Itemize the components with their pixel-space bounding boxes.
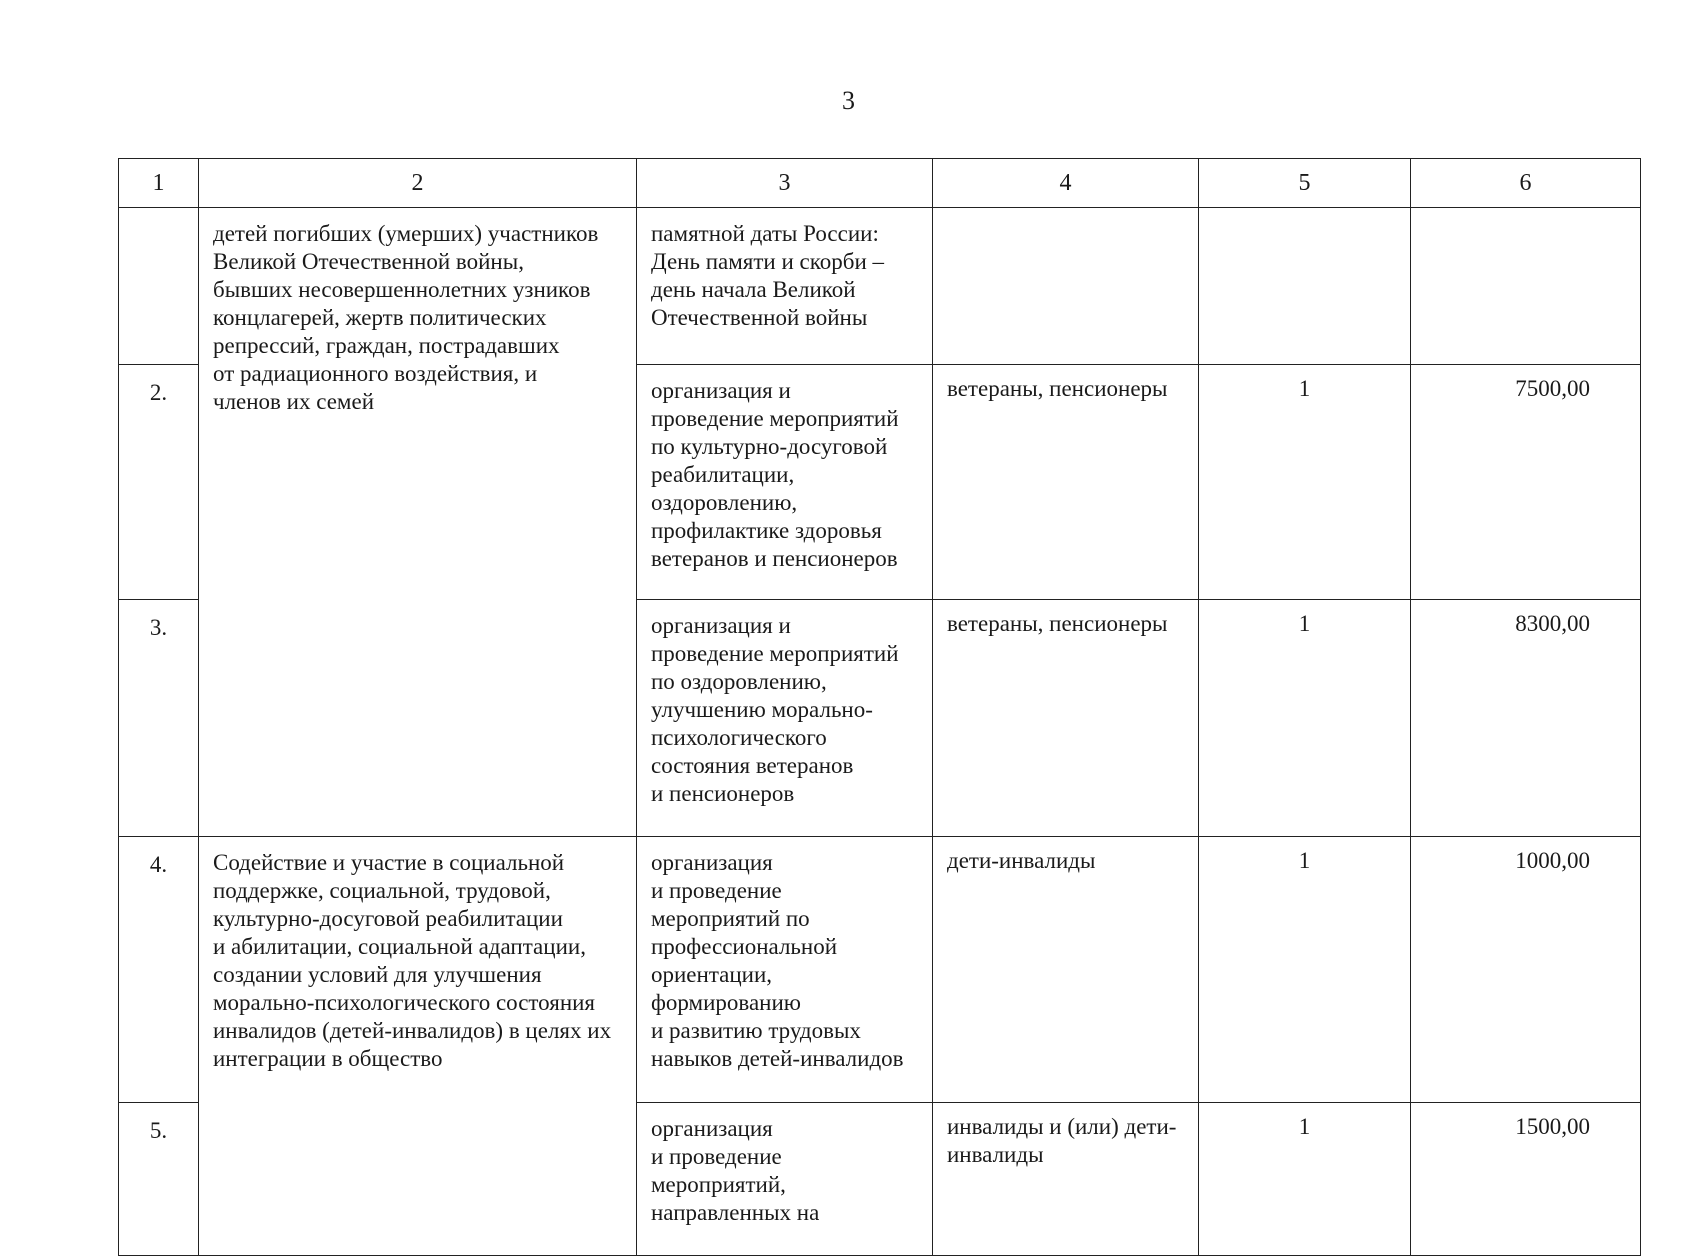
- header-col-5: 5: [1199, 159, 1411, 208]
- activity-line: День памяти и скорби –: [651, 249, 885, 274]
- activity-line: мероприятий по: [651, 906, 810, 931]
- count-cell: 1: [1199, 1103, 1411, 1256]
- count-cell: [1199, 208, 1411, 365]
- description-line: от радиационного воздействия, и: [213, 361, 538, 386]
- category-cell: ветераны, пенсионеры: [933, 365, 1199, 600]
- row-number: [119, 208, 199, 365]
- activity-line: мероприятий,: [651, 1172, 786, 1197]
- amount-cell: [1411, 208, 1641, 365]
- activity-line: навыков детей-инвалидов: [651, 1046, 904, 1071]
- table-row: [119, 208, 1641, 365]
- row-number: 4.: [119, 837, 199, 1103]
- amount-cell: 7500,00: [1411, 365, 1641, 600]
- count-cell: 1: [1199, 837, 1411, 1103]
- activities-table: [118, 158, 1641, 1256]
- activity-line: организация: [651, 850, 773, 875]
- description-line: детей погибших (умерших) участников: [213, 221, 599, 246]
- description-line: и абилитации, социальной адаптации,: [213, 934, 586, 959]
- amount-cell: 1500,00: [1411, 1103, 1641, 1256]
- activity-line: организация и: [651, 378, 791, 403]
- beneficiary-description-cell: [199, 208, 637, 837]
- description-line: морально-психологического состояния: [213, 990, 596, 1015]
- activity-line: день начала Великой: [651, 277, 856, 302]
- description-line: интеграции в общество: [213, 1046, 443, 1071]
- row-number: 3.: [119, 600, 199, 837]
- description-line: Великой Отечественной войны,: [213, 249, 524, 274]
- category-line: инвалиды: [947, 1142, 1044, 1167]
- row-number: 2.: [119, 365, 199, 600]
- activity-line: организация: [651, 1116, 773, 1141]
- description-line: репрессий, граждан, пострадавших: [213, 333, 560, 358]
- description-line: создании условий для улучшения: [213, 962, 542, 987]
- activity-line: ветеранов и пенсионеров: [651, 546, 898, 571]
- description-line: инвалидов (детей-инвалидов) в целях их: [213, 1018, 612, 1043]
- beneficiary-description-cell: [199, 837, 637, 1256]
- activity-line: по оздоровлению,: [651, 669, 827, 694]
- activity-line: направленных на: [651, 1200, 820, 1225]
- header-col-4: 4: [933, 159, 1199, 208]
- activity-cell: [637, 365, 933, 600]
- activity-line: формированию: [651, 990, 801, 1015]
- table-row: [119, 837, 1641, 1103]
- category-cell: ветераны, пенсионеры: [933, 600, 1199, 837]
- activity-line: проведение мероприятий: [651, 406, 899, 431]
- activity-line: оздоровлению,: [651, 490, 798, 515]
- activity-line: и пенсионеров: [651, 781, 795, 806]
- category-cell: [933, 208, 1199, 365]
- description-line: Содействие и участие в социальной: [213, 850, 565, 875]
- activity-cell: [637, 837, 933, 1103]
- row-number: 5.: [119, 1103, 199, 1256]
- activity-cell: [637, 208, 933, 365]
- category-line: инвалиды и (или) дети-: [947, 1114, 1177, 1139]
- activity-line: и развитию трудовых: [651, 1018, 861, 1043]
- activity-cell: [637, 1103, 933, 1256]
- activity-line: ориентации,: [651, 962, 773, 987]
- activity-line: и проведение: [651, 878, 782, 903]
- activity-line: и проведение: [651, 1144, 782, 1169]
- count-cell: 1: [1199, 600, 1411, 837]
- description-line: поддержке, социальной, трудовой,: [213, 878, 551, 903]
- activity-cell: [637, 600, 933, 837]
- activity-line: реабилитации,: [651, 462, 795, 487]
- category-cell: [933, 1103, 1199, 1256]
- header-col-1: 1: [119, 159, 199, 208]
- description-line: концлагерей, жертв политических: [213, 305, 547, 330]
- activity-line: Отечественной войны: [651, 305, 868, 330]
- header-col-2: 2: [199, 159, 637, 208]
- category-cell: дети-инвалиды: [933, 837, 1199, 1103]
- amount-cell: 1000,00: [1411, 837, 1641, 1103]
- activity-line: психологического: [651, 725, 827, 750]
- header-row: [119, 159, 1641, 208]
- activity-line: профилактике здоровья: [651, 518, 882, 543]
- description-line: культурно-досуговой реабилитации: [213, 906, 563, 931]
- activity-line: состояния ветеранов: [651, 753, 854, 778]
- activity-line: организация и: [651, 613, 791, 638]
- description-line: членов их семей: [213, 389, 374, 414]
- amount-cell: 8300,00: [1411, 600, 1641, 837]
- activity-line: улучшению морально-: [651, 697, 873, 722]
- activity-line: по культурно-досуговой: [651, 434, 888, 459]
- activity-line: профессиональной: [651, 934, 838, 959]
- header-col-3: 3: [637, 159, 933, 208]
- activity-line: проведение мероприятий: [651, 641, 899, 666]
- header-col-6: 6: [1411, 159, 1641, 208]
- description-line: бывших несовершеннолетних узников: [213, 277, 591, 302]
- count-cell: 1: [1199, 365, 1411, 600]
- page-number: 3: [842, 86, 855, 115]
- activity-line: памятной даты России:: [651, 221, 879, 246]
